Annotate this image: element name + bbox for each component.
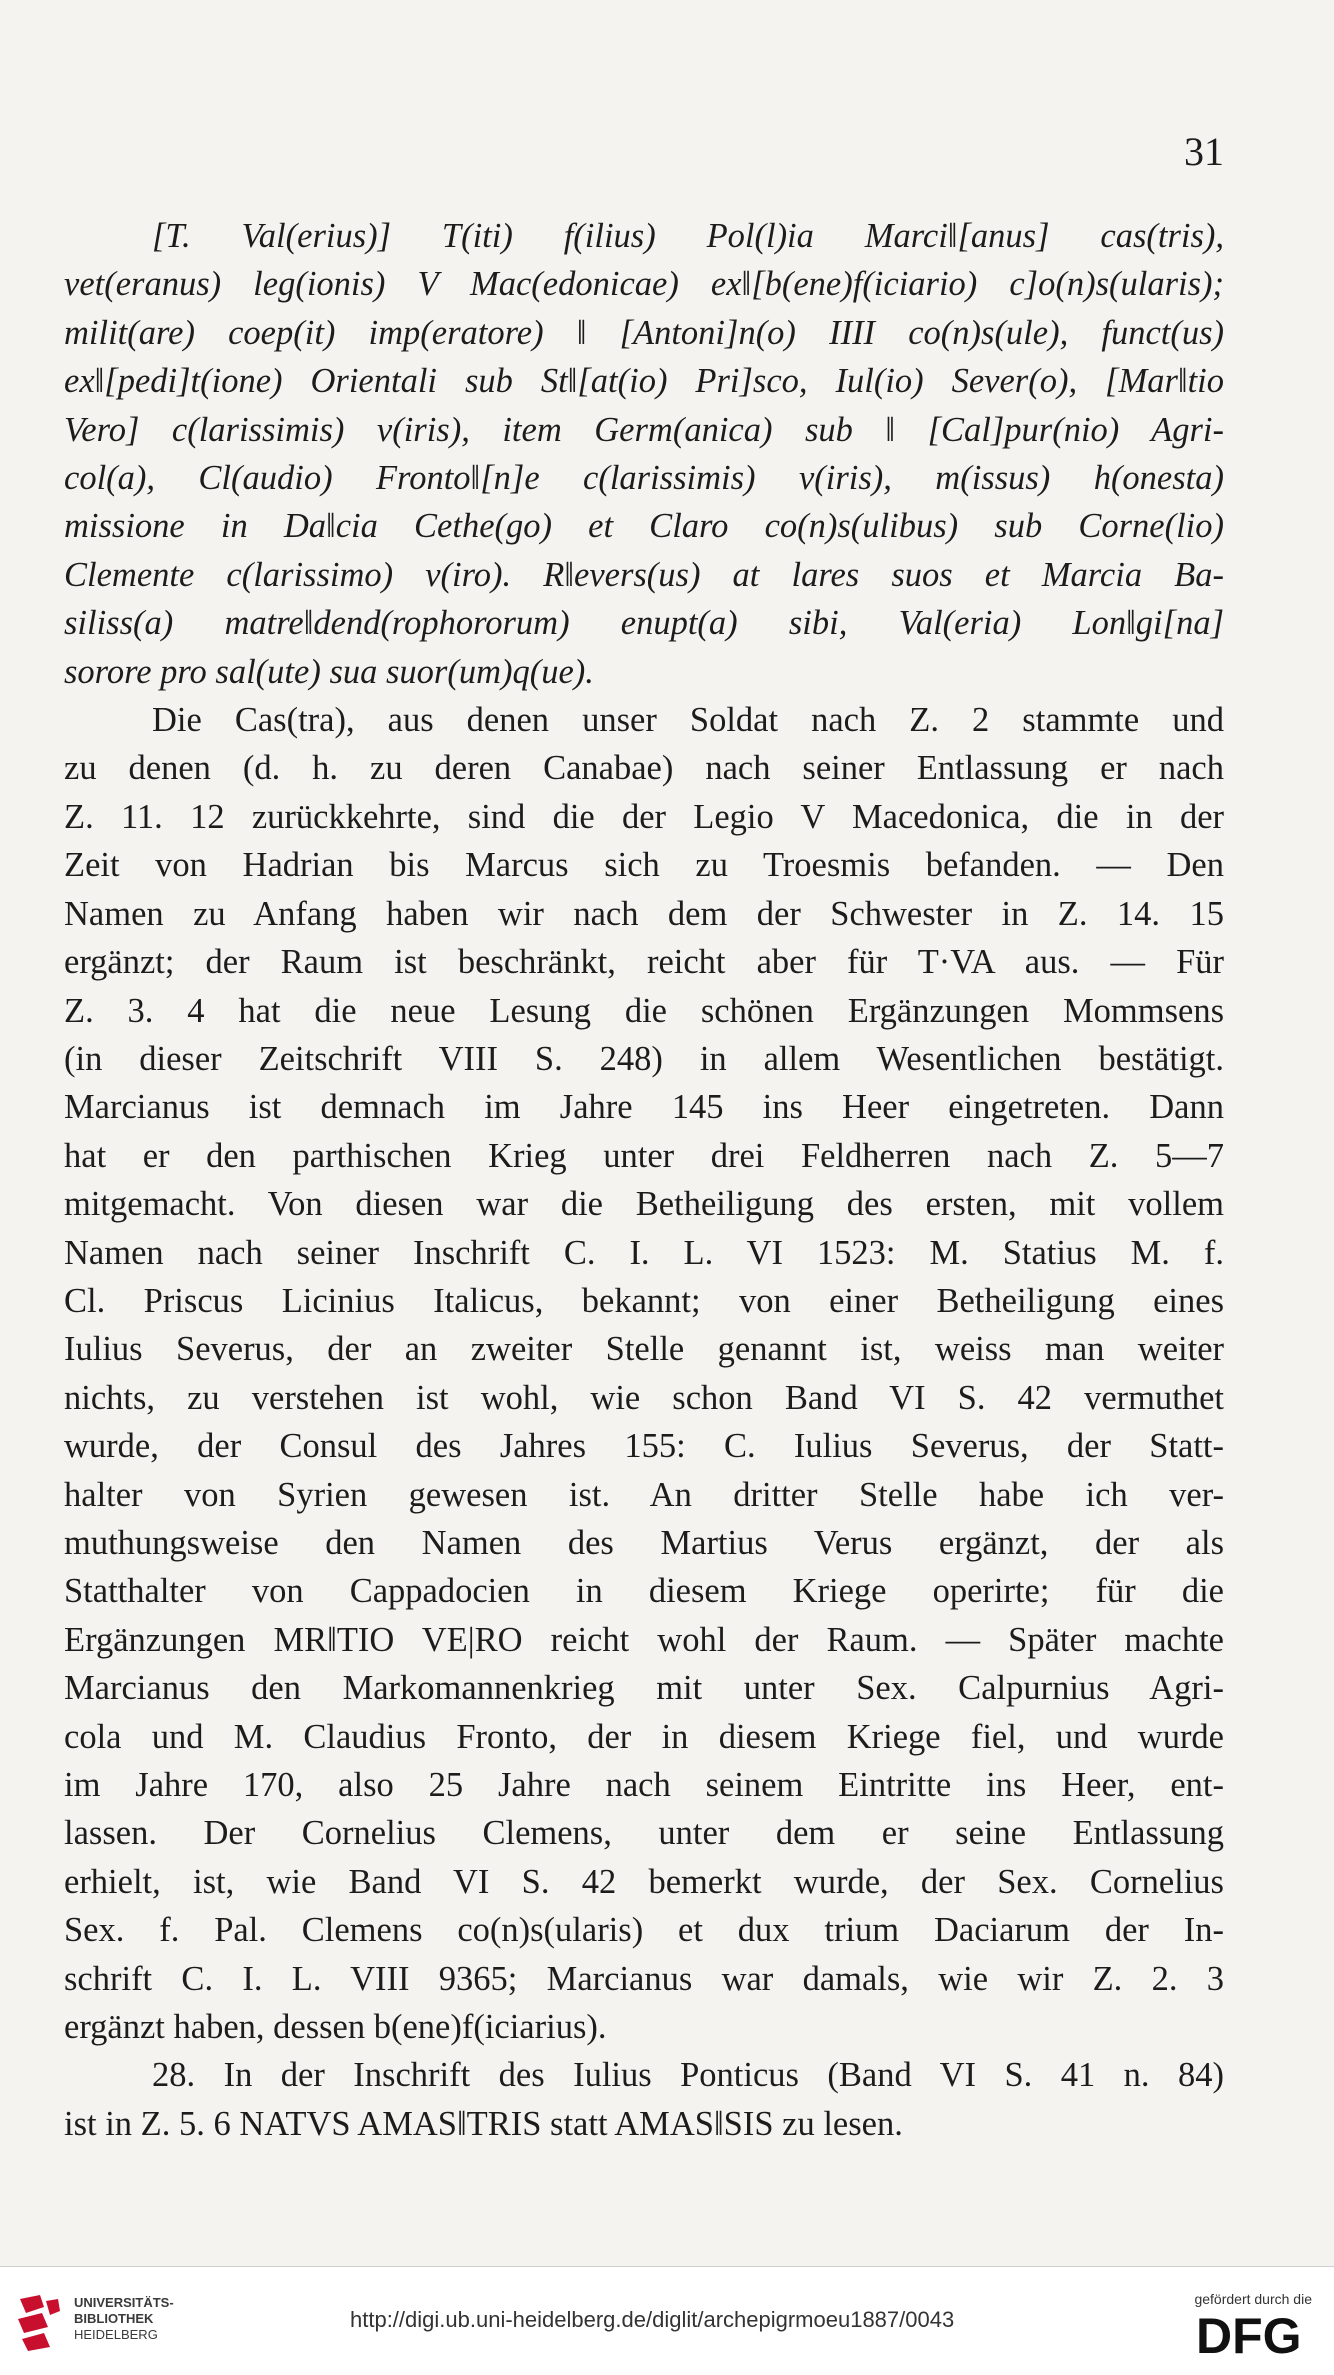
permalink-url[interactable]: http://digi.ub.uni-heidelberg.de/diglit/archepigrmoeu1887/0043: [350, 2307, 955, 2332]
paragraph-line: Cl. Priscus Licinius Italicus, bekannt; von einer Betheiligung eines: [64, 1281, 1224, 1320]
paragraph-line: 28. In der Inschrift des Iulius Ponticus (Band VI S. 41 n. 84): [152, 2056, 1224, 2095]
paragraph-line: Ergänzungen MR‖TIO VE|RO reicht wohl der Raum. — Später machte: [64, 1620, 1224, 1659]
library-name[interactable]: UNIVERSITÄTS- BIBLIOTHEK HEIDELBERG: [74, 2295, 174, 2342]
paragraph-line: Namen nach seiner Inschrift C. I. L. VI 1523: M. Statius M. f.: [64, 1233, 1224, 1272]
paragraph-line: ergänzt; der Raum ist beschränkt, reicht aber für T·VA aus. — Für: [64, 943, 1224, 982]
paragraph-line: ergänzt haben, dessen b(ene)f(iciarius).: [64, 2008, 607, 2047]
paragraph-line: cola und M. Claudius Fronto, der in diesem Kriege fiel, und wurde: [64, 1717, 1224, 1756]
paragraph-line: Sex. f. Pal. Clemens co(n)s(ularis) et dux trium Daciarum der In-: [64, 1911, 1224, 1950]
inscription-line: missione in Da‖cia Cethe(go) et Claro co(n)s(ulibus) sub Corne(lio): [64, 507, 1224, 546]
paragraph-line: schrift C. I. L. VIII 9365; Marcianus war damals, wie wir Z. 2. 3: [64, 1959, 1224, 1998]
dfg-logo-text: DFG: [1196, 2311, 1302, 2357]
university-library-logo-icon[interactable]: [14, 2291, 62, 2353]
paragraph-line: ist in Z. 5. 6 NATVS AMAS‖TRIS statt AMAS‖SIS zu lesen.: [64, 2104, 903, 2143]
inscription-line: ex‖[pedi]t(ione) Orientali sub St‖[at(io) Pri]sco, Iul(io) Sever(o), [Mar‖tio: [64, 362, 1224, 401]
inscription-line: [T. Val(erius)] T(iti) f(ilius) Pol(l)ia Marci‖[anus] cas(tris),: [152, 217, 1224, 255]
paragraph-line: im Jahre 170, also 25 Jahre nach seinem Eintritte ins Heer, ent-: [64, 1766, 1224, 1804]
page-body: [64, 212, 1224, 2148]
paragraph-line: Marcianus den Markomannenkrieg mit unter Sex. Calpurnius Agri-: [64, 1669, 1224, 1708]
inscription-line: Clemente c(larissimo) v(iro). R‖evers(us) at lares suos et Marcia Ba-: [64, 555, 1224, 594]
paragraph-line: erhielt, ist, wie Band VI S. 42 bemerkt wurde, der Sex. Cornelius: [64, 1862, 1224, 1901]
paragraph-line: mitgemacht. Von diesen war die Betheiligung des ersten, mit vollem: [64, 1185, 1224, 1224]
inscription-transcription: [64, 212, 1224, 696]
paragraph-line: muthungsweise den Namen des Martius Verus ergänzt, der als: [64, 1523, 1224, 1562]
paragraph-line: hat er den parthischen Krieg unter drei Feldherren nach Z. 5—7: [64, 1136, 1224, 1175]
inscription-line: Vero] c(larissimis) v(iris), item Germ(anica) sub ‖ [Cal]pur(nio) Agri-: [64, 410, 1224, 449]
paragraph-line: nichts, zu verstehen ist wohl, wie schon Band VI S. 42 vermuthet: [64, 1378, 1224, 1417]
viewer-footer: [0, 2266, 1334, 2375]
dfg-logo-icon[interactable]: [1194, 2311, 1312, 2357]
inscription-line: siliss(a) matre‖dend(rophororum) enupt(a) sibi, Val(eria) Lon‖gi[na]: [64, 604, 1224, 643]
paragraph-line: halter von Syrien gewesen ist. An dritter Stelle habe ich ver-: [64, 1475, 1224, 1514]
paragraph-line: Die Cas(tra), aus denen unser Soldat nach Z. 2 stammte und: [152, 701, 1224, 740]
paragraph-line: wurde, der Consul des Jahres 155: C. Iulius Severus, der Statt-: [64, 1427, 1224, 1466]
paragraph-line: Iulius Severus, der an zweiter Stelle genannt ist, weiss man weiter: [64, 1330, 1224, 1369]
page-number: 31: [1184, 129, 1224, 174]
section-28-paragraph: [64, 2051, 1224, 2148]
paragraph-line: Zeit von Hadrian bis Marcus sich zu Troesmis befanden. — Den: [64, 846, 1224, 885]
inscription-line: milit(are) coep(it) imp(eratore) ‖ [Antoni]n(o) IIII co(n)s(ule), funct(us): [64, 313, 1224, 352]
commentary-paragraph: [64, 696, 1224, 2051]
paragraph-line: Statthalter von Cappadocien in diesem Kriege operirte; für die: [64, 1572, 1224, 1611]
paragraph-line: Z. 11. 12 zurückkehrte, sind die der Legio V Macedonica, die in der: [64, 797, 1224, 836]
paragraph-line: zu denen (d. h. zu deren Canabae) nach seiner Entlassung er nach: [64, 749, 1224, 788]
paragraph-line: (in dieser Zeitschrift VIII S. 248) in allem Wesentlichen bestätigt.: [64, 1039, 1224, 1078]
inscription-line: vet(eranus) leg(ionis) V Mac(edonicae) ex‖[b(ene)f(iciario) c]o(n)s(ularis);: [64, 265, 1224, 304]
inscription-line: sorore pro sal(ute) sua suor(um)q(ue).: [64, 652, 594, 691]
paragraph-line: lassen. Der Cornelius Clemens, unter dem er seine Entlassung: [64, 1814, 1224, 1853]
paragraph-line: Z. 3. 4 hat die neue Lesung die schönen Ergänzungen Mommsens: [64, 991, 1224, 1030]
paragraph-line: Marcianus ist demnach im Jahre 145 ins Heer eingetreten. Dann: [64, 1088, 1224, 1127]
paragraph-line: Namen zu Anfang haben wir nach dem der Schwester in Z. 14. 15: [64, 894, 1224, 933]
inscription-line: col(a), Cl(audio) Fronto‖[n]e c(larissimis) v(iris), m(issus) h(onesta): [64, 459, 1224, 498]
funder-caption: gefördert durch die: [1194, 2291, 1312, 2307]
